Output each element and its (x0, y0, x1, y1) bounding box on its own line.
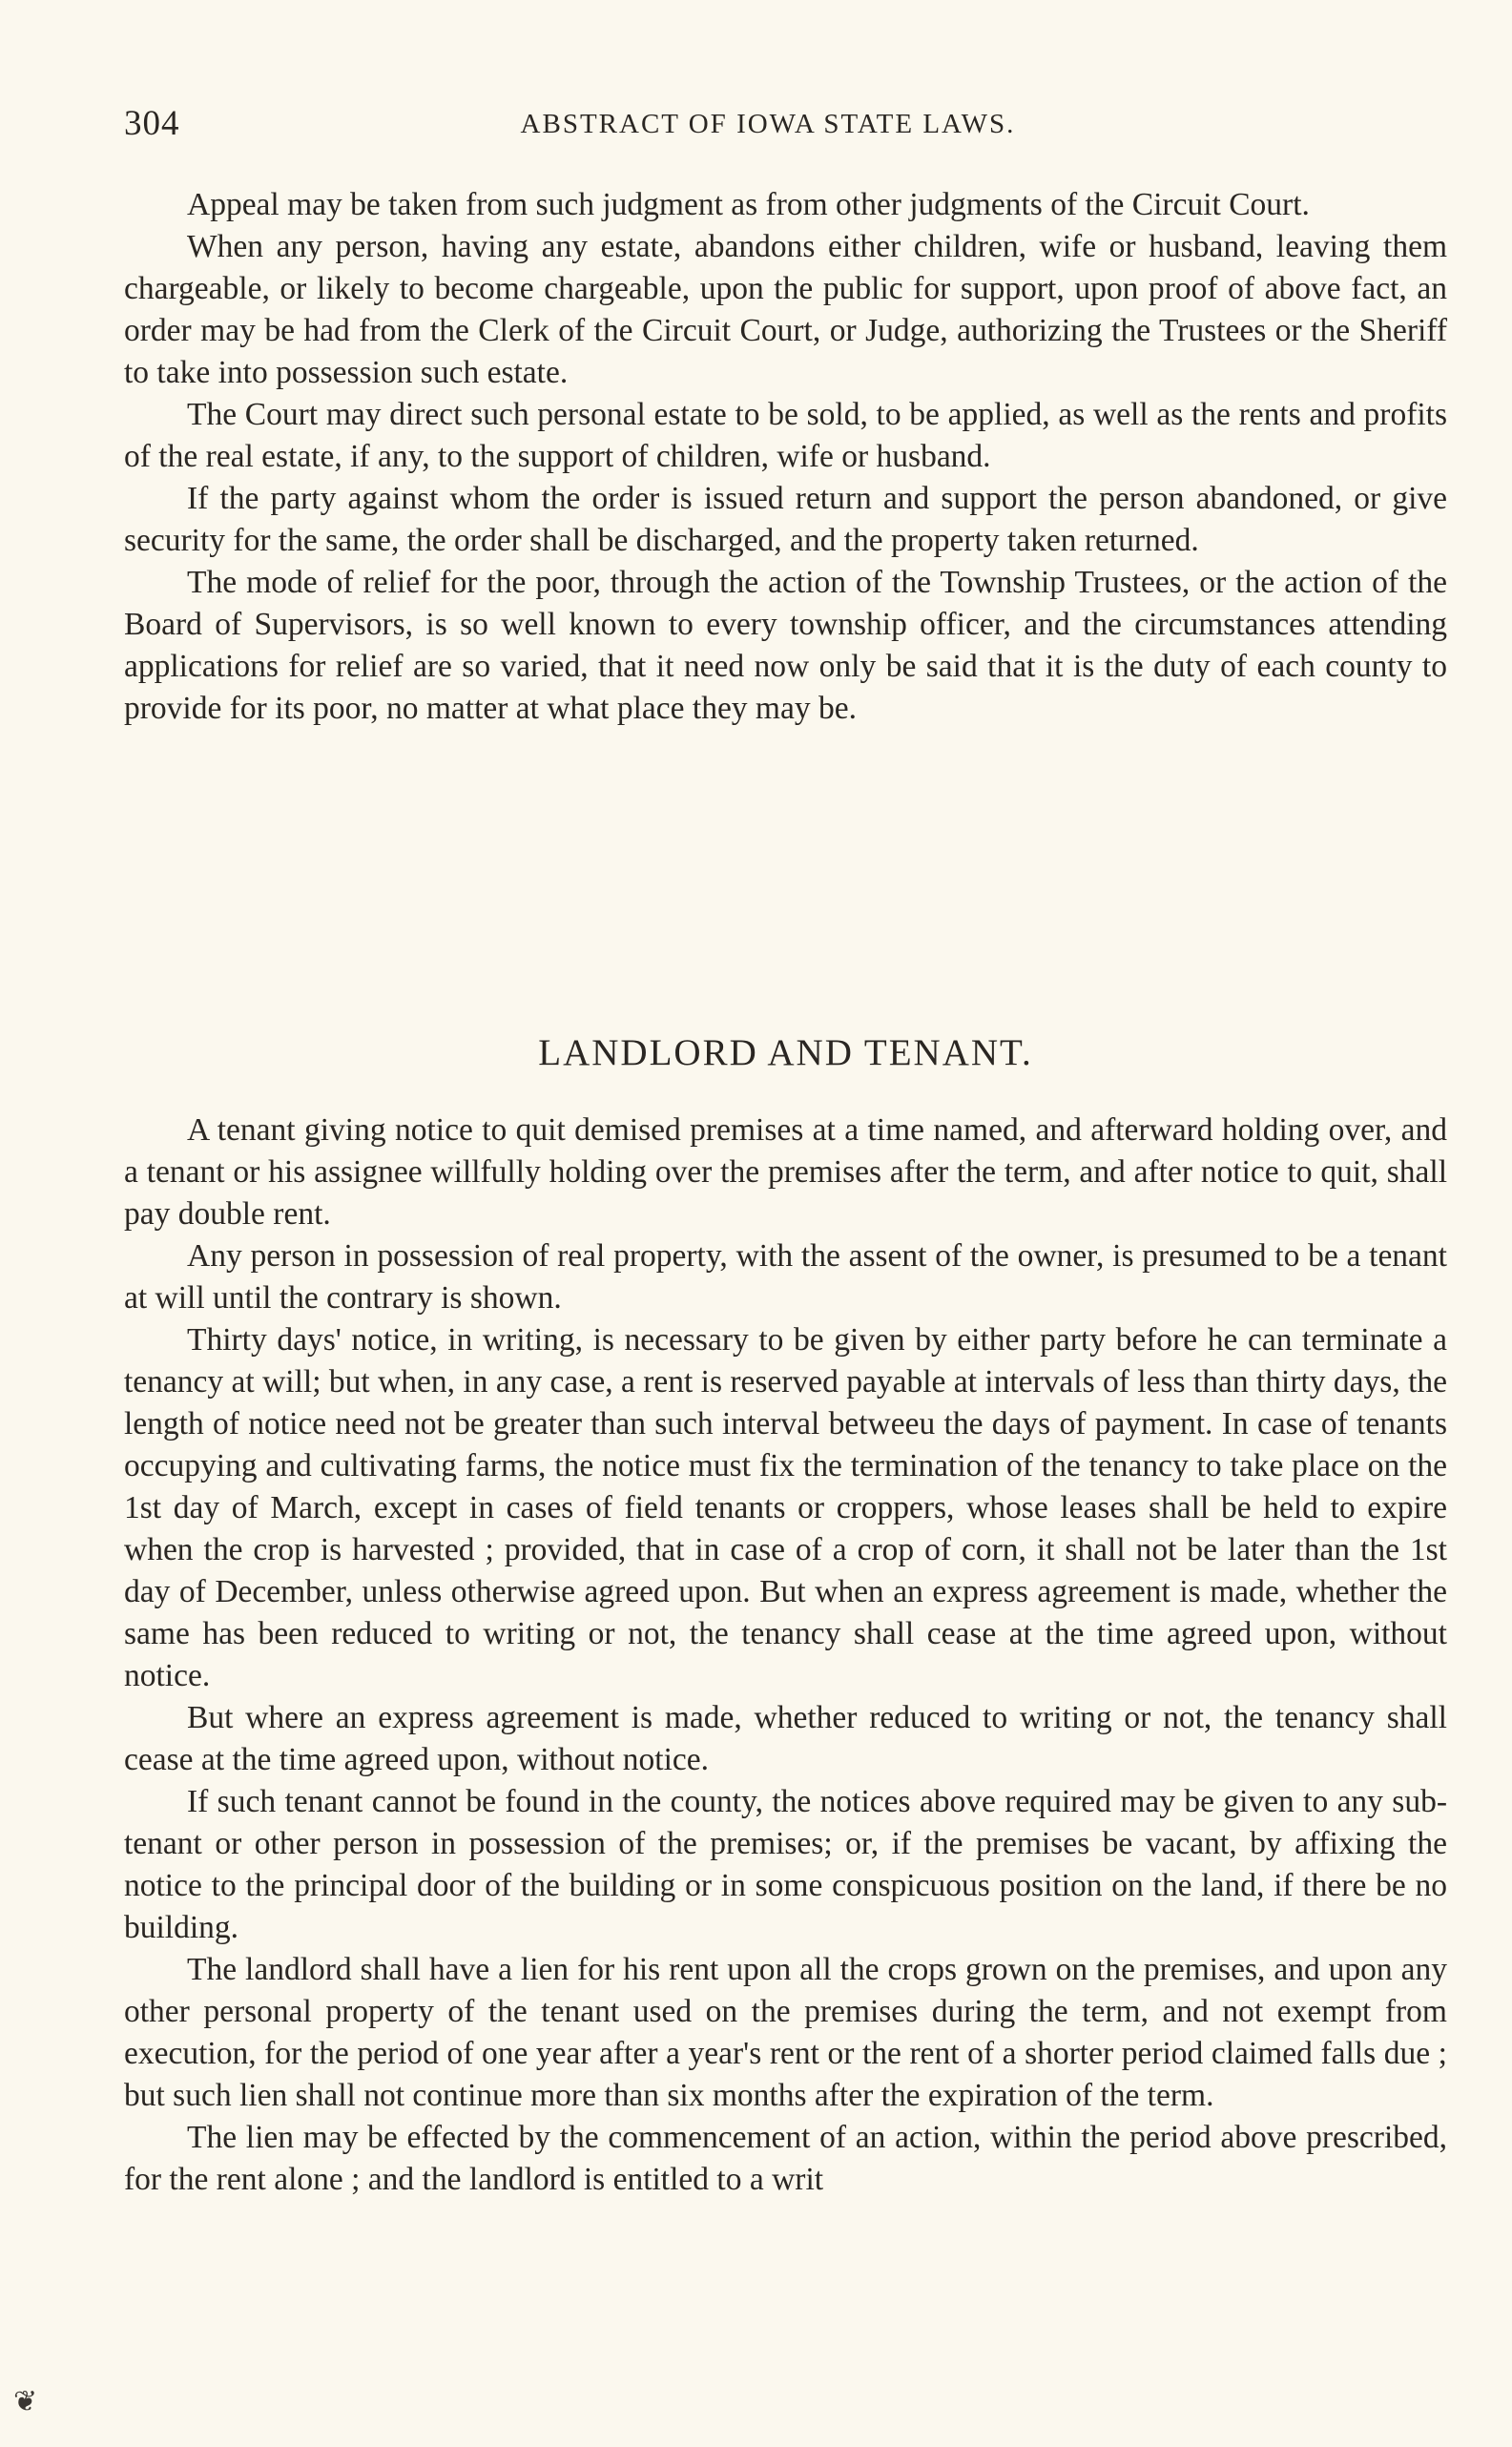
paragraph: Thirty days' notice, in writing, is necessary to be given by either party before he can terminate a tenancy at will; but when, in any case, a rent is reserved payable at intervals of less than thirty days, the length of notice need not be greater than such interval betweeu the days of payment. In case of tenants occupying and cultivating farms, the notice must fix the termination of the tenancy to take place on the 1st day of March, except in cases of field tenants or croppers, whose leases shall be held to expire when the crop is harvested ; provided, that in case of a crop of corn, it shall not be later than the 1st day of December, unless otherwise agreed upon. But when an express agreement is made, whether the same has been reduced to writing or not, the tenancy shall cease at the time agreed upon, without notice. (124, 1322, 1448, 1693)
poor-relief-text (124, 184, 1447, 730)
paragraph: When any person, having any estate, abandons either children, wife or husband, leaving them chargeable, or likely to become chargeable, upon the public for support, upon proof of above fact, an order may be had from the Clerk of the Circuit Court, or Judge, authorizing the Trustees or the Sheriff to take into possession such estate. (124, 229, 1447, 390)
section-heading: LANDLORD AND TENANT. (538, 1032, 1033, 1073)
paragraph: A tenant giving notice to quit demised premises at a time named, and afterward holding over, and a tenant or his assignee willfully holding over the premises after the term, and after notice to quit, shall pay double rent. (124, 1112, 1447, 1232)
margin-mark: ❦ (13, 2386, 38, 2417)
running-head (124, 103, 1412, 149)
paragraph: Appeal may be taken from such judgment as from other judgments of the Circuit Court. (187, 187, 1310, 222)
paragraph: The landlord shall have a lien for his rent upon all the crops grown on the premises, and upon any other personal property of the tenant used on the premises during the term, and not exempt from execution, for the period of one year after a year's rent or the rent of a shorter period claimed falls due ; but such lien shall not continue more than six months after the expiration of the term. (124, 1952, 1447, 2113)
paragraph: Any person in possession of real property, with the assent of the owner, is presumed to be a tenant at will until the contrary is shown. (124, 1238, 1447, 1316)
paragraph: But where an express agreement is made, whether reduced to writing or not, the tenancy shall cease at the time agreed upon, without notice. (124, 1700, 1447, 1777)
paragraph: If the party against whom the order is issued return and support the person abandoned, or give security for the same, the order shall be discharged, and the property taken returned. (124, 481, 1447, 558)
landlord-tenant-text (124, 1109, 1447, 2201)
running-title: ABSTRACT OF IOWA STATE LAWS. (520, 109, 1016, 139)
paragraph: If such tenant cannot be found in the county, the notices above required may be given to any sub-tenant or other person in possession of the premises; or, if the premises be vacant, by affixing the notice to the principal door of the building or in some conspicuous position on the land, if there be no building. (124, 1784, 1447, 1945)
paragraph: The mode of relief for the poor, through the action of the Township Trustees, or the action of the Board of Supervisors, is so well known to every township officer, and the circumstances attending applications for relief are so varied, that it need now only be said that it is the duty of each county to provide for its poor, no matter at what place they may be. (124, 565, 1447, 726)
page-number: 304 (124, 104, 180, 143)
paragraph: The lien may be effected by the commencement of an action, within the period above prescribed, for the rent alone ; and the landlord is entitled to a writ (124, 2120, 1447, 2197)
paragraph: The Court may direct such personal estate to be sold, to be applied, as well as the rents and profits of the real estate, if any, to the support of children, wife or husband. (124, 397, 1447, 474)
